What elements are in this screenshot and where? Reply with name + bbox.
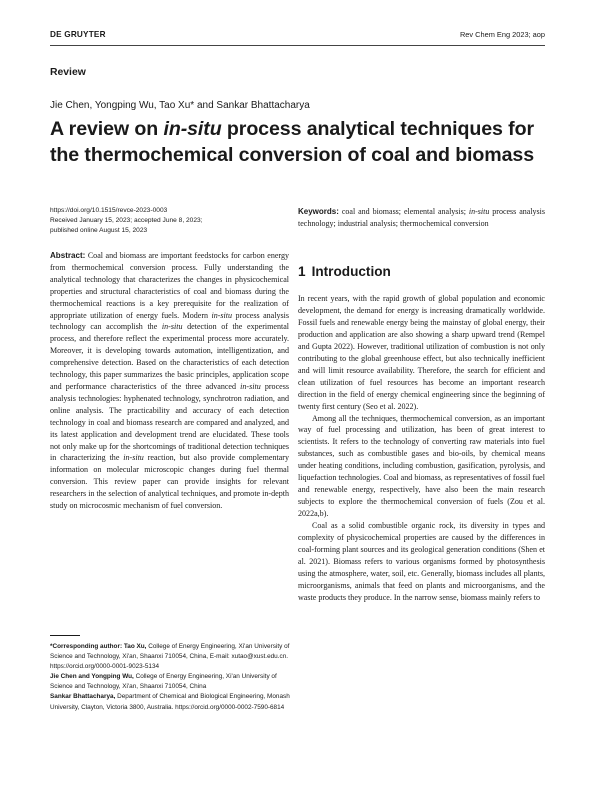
paragraph-1: In recent years, with the rapid growth of global population and economic development, the demand for energy is increasing dramatically worldwide. Fossil fuels and renewable energy being the mainstay of global energy, their production and application are also showing a sharp upward trend (Rempel and Gupta 2022). However, traditional utilization of combustion is not only contributing to the global greenhouse effect, but also technically inefficient and will limit resource availability. Therefore, the search for efficient and clean utilization of fuel resources has become an important research direction in the field of energy chemical engineering since the beginning of twenty first century (Seo et al. 2022). (298, 294, 545, 411)
title-italic: in-situ (163, 118, 222, 140)
title-part-2: process analytical techniques for the thermochemical conversion of coal and biomass (50, 118, 534, 166)
sankar-text: Department of Chemical and Biological Engineering, Monash University, Clayton, Victoria 3800, Australia. https://orcid.org/0000-0002-7590-6814 (50, 693, 290, 711)
abstract-text-3: detection of the experimental process, and therefore reflect the experimental process more accurately. Moreover, it is developing towards automation, intelligentization, and comprehensive detection. Based on the characteristics of each detection technology, this paper summarizes the basic principles, application scope and performance characteristics of the three advanced (50, 322, 290, 391)
keywords-text-2: process analysis technology; industrial analysis; thermochemical conversion (298, 207, 545, 228)
section-number: 1 (298, 264, 306, 279)
abstract-text-2: process analysis technology can accomplish the (50, 310, 289, 332)
published-date: published online August 15, 2023 (50, 227, 148, 234)
corresponding-author-text: College of Energy Engineering, Xi'an University of Science and Technology, Xi'an, Shaanxi 710054, China, E-mail: xutao@xust.edu.cn. https://orcid.org/0000-0001-9023-5134 (50, 643, 290, 671)
publisher-name: DE GRUYTER (50, 30, 106, 39)
coauthor-text: College of Energy Engineering, Xi'an University of Science and Technology, Xi'an, Shaanxi 710054, China (50, 673, 277, 691)
sankar-label: Sankar Bhattacharya, (50, 693, 116, 701)
journal-reference: Rev Chem Eng 2023; aop (459, 30, 545, 39)
abstract-text-4: process analysis technologies: hyphenated technology, synchrotron radiation, and online analysis. The practicability and accuracy of each detection technology in coal and biomass research are compared and analyzed, and its latest application and development trend are elucidated. These tools not only make up for the shortcomings of traditional detection techniques in characterizing the (50, 381, 289, 463)
keywords-block (298, 206, 545, 230)
coauthor-note (50, 672, 292, 692)
abstract-label: Abstract: (50, 251, 86, 260)
abstract-text-1: Coal and biomass are important feedstocks for carbon energy from thermochemical conversion process. Fully understanding the analytical technology that characterizes the changes in physicochemical properties and structural characteristics of coal and biomass during the thermochemical reactions is a key prerequisite for the realization of appropriate utilization of energy fuels. Modern (50, 251, 289, 320)
keywords-text-1: coal and biomass; elemental analysis; (338, 207, 469, 216)
article-title (50, 117, 550, 168)
abstract-italic-4: in-situ (123, 453, 144, 463)
keywords-label: Keywords: (298, 207, 339, 216)
abstract-italic-2: in-situ (161, 322, 183, 332)
sankar-note (50, 692, 292, 712)
corresponding-author-label: *Corresponding author: Tao Xu, (50, 643, 147, 650)
corresponding-author-note (50, 642, 292, 672)
page-header (50, 30, 545, 44)
author-list: Jie Chen, Yongping Wu, Tao Xu* and Sankar Bhattacharya (50, 100, 310, 111)
header-divider (50, 45, 545, 46)
article-metadata (50, 206, 290, 236)
received-date: Received January 15, 2023; accepted June 8, 2023; (50, 217, 203, 224)
paragraph-3: Coal as a solid combustible organic rock, its diversity in types and complexity of physicochemical properties are caused by the differences in coal-forming plant sources and its geological generation conditions (Shen et al. 2021). Biomass refers to various organisms formed by photosynthesis using the atmosphere, water, soil, etc. Generally, biomass includes all plants, microorganisms, animals that feed on plants and microorganisms, and the waste products they produce. In the narrow sense, biomass mainly refers to (298, 521, 545, 602)
doi-link[interactable]: https://doi.org/10.1515/revce-2023-0003 (50, 207, 168, 214)
abstract-text-5: reaction, but also provide complementary information on molecular microscopic changes during fuel thermal conversion. This review paper can provide insights for relevant researchers in the selection of analytical techniques, and promote in-depth study on microcosmic mechanism of fuel conversion. (50, 453, 289, 511)
coauthor-label: Jie Chen and Yongping Wu, (50, 673, 134, 681)
body-text (298, 293, 545, 604)
abstract-block (50, 250, 289, 512)
author-footnotes (50, 642, 292, 713)
paragraph-2: Among all the techniques, thermochemical conversion, as an important way of fuel processing and utilization, has been of great interest to scientists. It refers to the technology of converting raw materials into fuel substances, such as combustible gases and bio-oils, by chemical means under heating conditions, including combustion, gasification, pyrolysis, and liquefaction technologies. Coal and biomass, as representatives of fossil fuel and renewable energy, respectively, have also been the main research subjects to explore the thermochemical conversion of fuels (Zou et al. 2022a,b). (298, 413, 545, 519)
abstract-italic-3: in-situ (240, 381, 261, 391)
abstract-italic-1: in-situ (211, 310, 233, 320)
article-type-label: Review (50, 67, 86, 78)
keywords-italic: in-situ (468, 207, 490, 216)
footnote-divider (50, 635, 80, 636)
section-title: Introduction (311, 264, 391, 279)
title-part-1: A review on (50, 118, 164, 140)
section-heading (298, 264, 391, 279)
